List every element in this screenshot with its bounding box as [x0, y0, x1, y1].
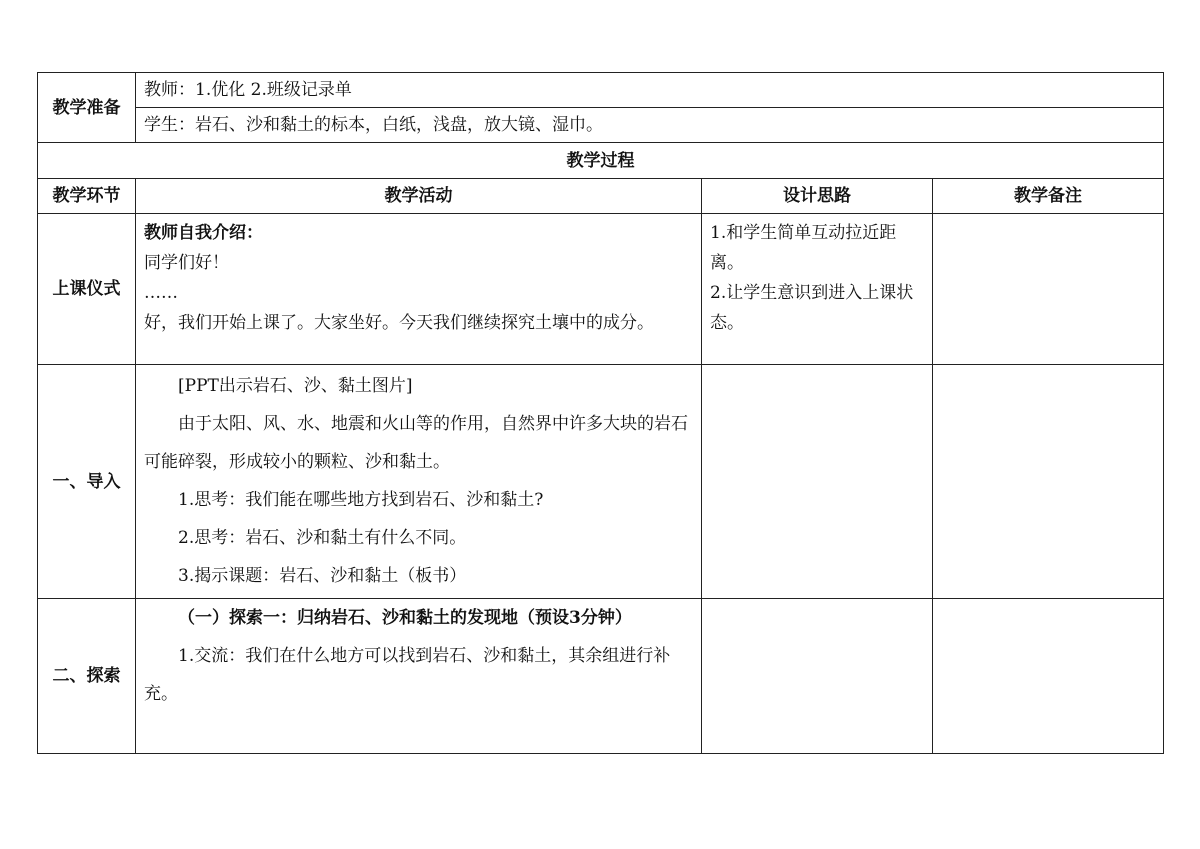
- header-design: 设计思路: [702, 179, 933, 214]
- header-note: 教学备注: [933, 179, 1164, 214]
- activity-line: 同学们好！: [144, 253, 229, 273]
- activity-line: ……: [144, 283, 178, 303]
- design-cell: [702, 599, 933, 754]
- note-cell: [933, 365, 1164, 599]
- activity-line: 由于太阳、风、水、地震和火山等的作用，自然界中许多大块的岩石可能碎裂，形成较小的颗粒、沙和黏土。: [144, 414, 688, 472]
- activity-line: [PPT出示岩石、沙、黏土图片]: [178, 376, 413, 396]
- note-cell: [933, 599, 1164, 754]
- design-line: 1.和学生简单互动拉近距离。: [710, 223, 897, 273]
- activity-line: 好，我们开始上课了。大家坐好。今天我们继续探究土壤中的成分。: [144, 313, 654, 333]
- lesson-plan-table: [37, 72, 1164, 754]
- table-row: [38, 599, 1164, 754]
- note-cell: [933, 214, 1164, 365]
- stage-label: 一、导入: [38, 365, 136, 599]
- activity-line: 1.交流：我们在什么地方可以找到岩石、沙和黏土，其余组进行补充。: [144, 646, 671, 704]
- activity-line: 3.揭示课题：岩石、沙和黏土（板书）: [178, 566, 467, 586]
- prep-student: 学生：岩石、沙和黏土的标本，白纸，浅盘，放大镜、湿巾。: [136, 108, 1164, 143]
- stage-label: 上课仪式: [38, 214, 136, 365]
- header-stage: 教学环节: [38, 179, 136, 214]
- activity-line: 1.思考：我们能在哪些地方找到岩石、沙和黏土?: [178, 490, 544, 510]
- design-cell: [702, 365, 933, 599]
- activity-line: （一）探索一：归纳岩石、沙和黏土的发现地（预设3分钟）: [178, 608, 632, 628]
- header-activity: 教学活动: [136, 179, 702, 214]
- stage-label: 二、探索: [38, 599, 136, 754]
- process-title: 教学过程: [38, 143, 1164, 179]
- activity-cell: [136, 599, 702, 754]
- table-row: [38, 214, 1164, 365]
- table-row: [38, 365, 1164, 599]
- activity-line: 教师自我介绍：: [144, 223, 263, 243]
- prep-teacher: 教师：1.优化 2.班级记录单: [136, 73, 1164, 108]
- design-cell: [702, 214, 933, 365]
- activity-cell: [136, 214, 702, 365]
- activity-cell: [136, 365, 702, 599]
- design-line: 2.让学生意识到进入上课状态。: [710, 283, 914, 333]
- prep-label: 教学准备: [38, 73, 136, 143]
- activity-line: 2.思考：岩石、沙和黏土有什么不同。: [178, 528, 467, 548]
